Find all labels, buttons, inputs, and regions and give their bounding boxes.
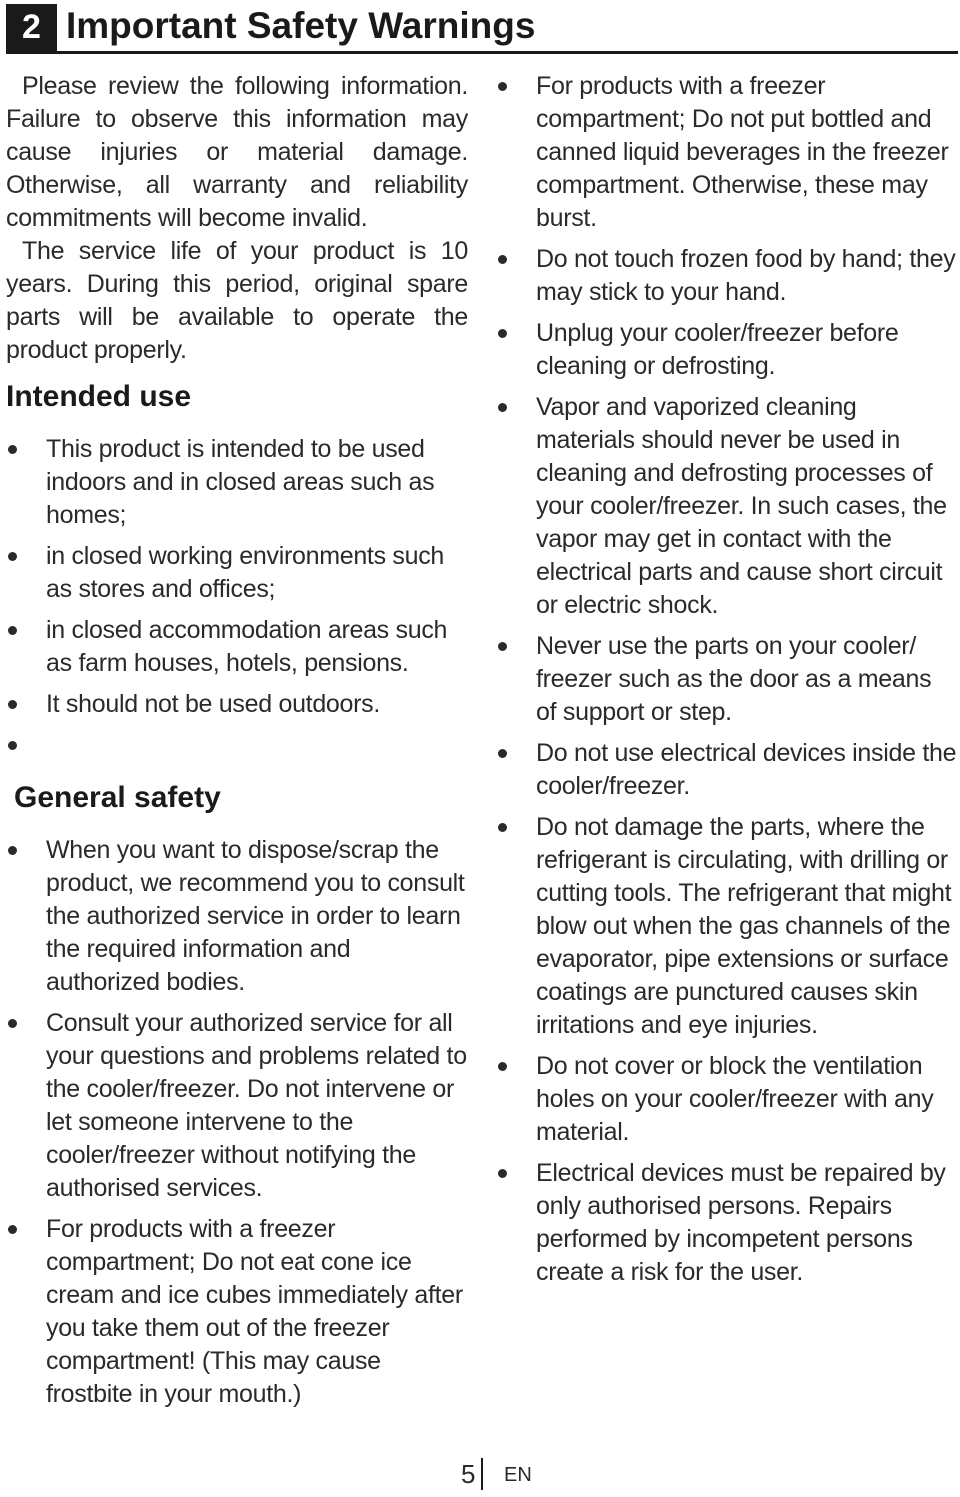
bullet-icon: [498, 823, 507, 832]
list-item: [6, 1213, 468, 1411]
list-item-text: It should not be used outdoors.: [46, 690, 380, 718]
list-item-text: For products with a freezer compartment; Do not eat cone ice cream and ice cubes immediately after you take them out of the freezer compartment! (This may cause frostbite in your mouth.): [46, 1215, 463, 1408]
bullet-icon: [8, 1019, 17, 1028]
list-item-text: Consult your authorized service for all your questions and problems related to the cooler/freezer. Do not intervene or let someone intervene to the cooler/freezer without notifying the authorised services.: [46, 1009, 467, 1202]
chapter-number-badge: 2: [6, 4, 57, 51]
section-heading-general-safety: General safety: [14, 781, 221, 814]
list-item: [496, 1157, 958, 1289]
list-item-text: Do not cover or block the ventilation holes on your cooler/freezer with any material.: [536, 1052, 934, 1146]
list-item-text: Never use the parts on your cooler/ freezer such as the door as a means of support or step.: [536, 632, 932, 726]
bullet-icon: [8, 741, 17, 750]
list-item: [6, 1007, 468, 1205]
list-item: [496, 243, 958, 309]
list-item-text: For products with a freezer compartment; Do not put bottled and canned liquid beverages in the freezer compartment. Otherwise, these may burst.: [536, 72, 949, 232]
page-number: 5: [461, 1459, 476, 1489]
bullet-icon: [8, 846, 17, 855]
bullet-icon: [498, 255, 507, 264]
footer-divider: [481, 1458, 483, 1490]
list-item: [6, 688, 468, 721]
bullet-icon: [498, 749, 507, 758]
chapter-header: [6, 4, 958, 54]
bullet-icon: [498, 82, 507, 91]
bullet-icon: [498, 1169, 507, 1178]
chapter-title: Important Safety Warnings: [66, 5, 536, 46]
list-item: [496, 391, 958, 622]
list-item-text: When you want to dispose/scrap the product, we recommend you to consult the authorized service in order to learn the required information and authorized bodies.: [46, 836, 465, 996]
bullet-icon: [498, 1062, 507, 1071]
bullet-icon: [8, 552, 17, 561]
list-item: [496, 317, 958, 383]
bullet-icon: [8, 1225, 17, 1234]
bullet-icon: [498, 642, 507, 651]
list-item-text: Unplug your cooler/freezer before cleaning or defrosting.: [536, 319, 899, 380]
section-heading-intended-use: Intended use: [6, 380, 192, 413]
list-item-text: This product is intended to be used indoors and in closed areas such as homes;: [46, 435, 435, 529]
list-item-text: in closed accommodation areas such as farm houses, hotels, pensions.: [46, 616, 448, 677]
intro-paragraph: The service life of your product is 10 years. During this period, original spare parts will be available to operate the product properly.: [6, 237, 468, 364]
list-item-text: Do not damage the parts, where the refrigerant is circulating, with drilling or cutting tools. The refrigerant that might blow out when the gas channels of the evaporator, pipe extensions or surface coatings are punctured causes skin irritations and eye injuries.: [536, 813, 952, 1039]
list-item-text: Electrical devices must be repaired by only authorised persons. Repairs performed by incompetent persons create a risk for the user.: [536, 1159, 946, 1286]
list-item: [6, 433, 468, 532]
bullet-icon: [498, 329, 507, 338]
list-item: [6, 834, 468, 999]
list-item: [496, 70, 958, 235]
list-item: [496, 811, 958, 1042]
list-item: [6, 540, 468, 606]
bullet-icon: [8, 445, 17, 454]
bullet-icon: [8, 626, 17, 635]
list-item-text: Do not use electrical devices inside the cooler/freezer.: [536, 739, 957, 800]
general-safety-list: [6, 834, 468, 1411]
intended-use-list: [6, 433, 468, 762]
list-item: [496, 737, 958, 803]
left-column: [6, 70, 468, 1419]
list-item-text: Vapor and vaporized cleaning materials should never be used in cleaning and defrosting processes of your cooler/freezer. In such cases, the vapor may get in contact with the electrical parts and cause short circuit or electric shock.: [536, 393, 947, 619]
intro-paragraph: Please review the following information. Failure to observe this information may cause injuries or material damage. Otherwise, all warranty and reliability commitments will become invalid.: [6, 72, 468, 232]
list-item-text: in closed working environments such as stores and offices;: [46, 542, 445, 603]
page-footer: [0, 1456, 960, 1492]
list-item-text: Do not touch frozen food by hand; they may stick to your hand.: [536, 245, 956, 306]
list-item: [496, 1050, 958, 1149]
list-item: [6, 614, 468, 680]
list-item: [6, 729, 468, 762]
right-column: [496, 70, 958, 1297]
bullet-icon: [8, 700, 17, 709]
list-item: [496, 630, 958, 729]
general-safety-list-continued: [496, 70, 958, 1289]
language-code: EN: [504, 1464, 532, 1486]
bullet-icon: [498, 403, 507, 412]
